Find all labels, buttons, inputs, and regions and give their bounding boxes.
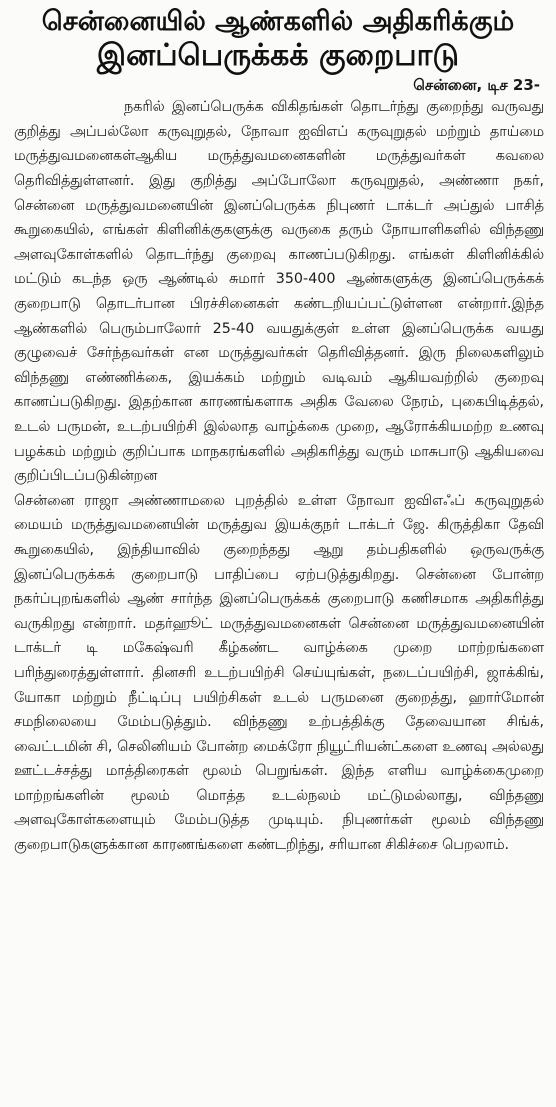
dateline: சென்னை, டிச 23-: [413, 76, 540, 95]
headline-line-2: இனப்பெருக்கக் குறைபாடு: [96, 37, 460, 73]
article-paragraph-1: நகரில் இனப்பெருக்க விகிதங்கள் தொடர்ந்து குறைந்து வருவது குறித்து அப்பல்லோ கருவுறுதல், நோவா ஐவிஎப் கருவுறுதல் மற்றும் தாய்மை மருத்துவமனைகள்ஆகிய மருத்துவமனைகளின் மருத்துவர்கள் கவலை தெரிவித்துள்ளனர். இது குறித்து அப்போலோ கருவுறுதல், அண்ணா நகர், சென்னை மருத்துவமனையின் இனப்பெருக்க நிபுணர் டாக்டர் அப்துல் பாசித் கூறுகையில், எங்கள் கிளினிக்குகளுக்கு வருகை தரும் நோயாளிகளில் விந்தணு அளவுகோள்களில் தொடர்ந்து குறைவு காணப்படுகிறது. எங்கள் கிளினிக்கில் மட்டும் கடந்த ஒரு ஆண்டில் சுமார் 350-400 ஆண்களுக்கு இனப்பெருக்கக் குறைபாடு தொடர்பான பிரச்சினைகள் கண்டறியப்பட்டுள்ளன என்றார்.இந்த ஆண்களில் பெரும்பாலோர் 25-40 வயதுக்குள் உள்ள இனப்பெருக்க வயது குழுவைச் சேர்ந்தவர்கள் என மருத்துவர்கள் தெரிவித்தனர். இரு நிலைகளிலும் விந்தணு எண்ணிக்கை, இயக்கம் மற்றும் வடிவம் ஆகியவற்றில் குறைவு காணப்படுகிறது. இதற்கான காரணங்களாக அதிக வேலை நேரம், புகைபிடித்தல், உடல் பருமன், உடற்பயிற்சி இல்லாத வாழ்க்கை முறை, ஆரோக்கியமற்ற உணவு பழக்கம் மற்றும் குறிப்பாக மாநகரங்களில் அதிகரித்து வரும் மாசுபாடு ஆகியவை குறிப்பிடப்படுகின்றன: [14, 99, 544, 485]
article-paragraph-2: சென்னை ராஜா அண்ணாமலை புறத்தில் உள்ள நோவா ஐவிஎஃப் கருவுறுதல் மையம் மருத்துவமனையின் மருத்துவ இயக்குநர் டாக்டர் ஜே. கிருத்திகா தேவி கூறுகையில், இந்தியாவில் குறைந்தது ஆறு தம்பதிகளில் ஒருவருக்கு இனப்பெருக்கக் குறைபாடு பாதிப்பை ஏற்படுத்துகிறது. சென்னை போன்ற நகர்ப்புறங்களில் ஆண் சார்ந்த இனப்பெருக்கக் குறைபாடு கணிசமாக அதிகரித்து வருகிறது என்றார். மதர்ஹூட் மருத்துவமனைகள் சென்னை மருத்துவமனையின் டாக்டர் டி மகேஷ்வரி கீழ்கண்ட வாழ்க்கை முறை மாற்றங்களை பரிந்துரைத்துள்ளார். தினசரி உடற்பயிற்சி செய்யுங்கள், நடைப்பயிற்சி, ஜாக்கிங், யோகா மற்றும் நீட்டிப்பு பயிற்சிகள் உடல் பருமனை குறைத்து, ஹார்மோன் சமநிலையை மேம்படுத்தும். விந்தணு உற்பத்திக்கு தேவையான சிங்க், வைட்டமின் சி, செலினியம் போன்ற மைக்ரோ நியூட்ரியன்ட்களை உணவு அல்லது ஊட்டச்சத்து மாத்திரைகள் மூலம் பெறுங்கள். இந்த எளிய வாழ்க்கைமுறை மாற்றங்களின் மூலம் மொத்த உடல்நலம் மட்டுமல்லாது, விந்தணு அளவுகோள்களையும் மேம்படுத்த முடியும். நிபுணர்கள் மூலம் விந்தணு குறைபாடுகளுக்கான காரணங்களை கண்டறிந்து, சரியான சிகிச்சை பெறலாம்.: [14, 492, 544, 854]
headline: [12, 6, 544, 73]
article-body: [12, 95, 544, 857]
headline-line-1: சென்னையில் ஆண்களில் அதிகரிக்கும்: [41, 6, 515, 37]
